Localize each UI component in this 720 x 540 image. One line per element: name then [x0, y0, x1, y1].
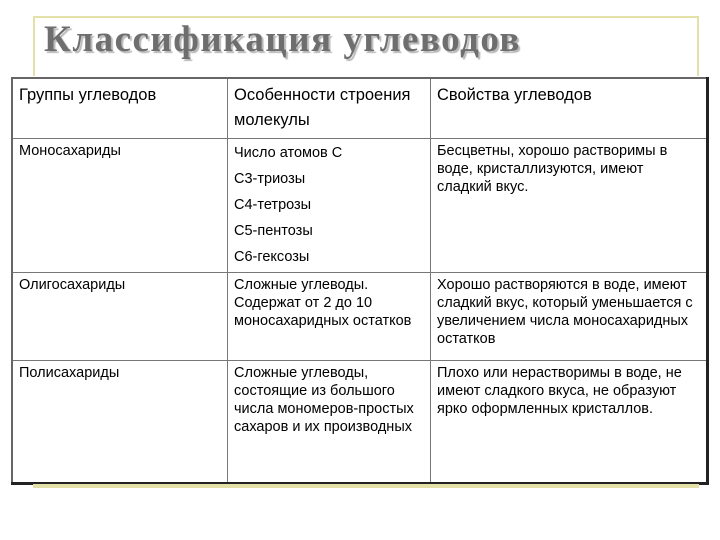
table-header-row — [12, 78, 708, 139]
header-properties: Свойства углеводов — [431, 78, 708, 139]
group-cell: Полисахариды — [12, 361, 228, 484]
properties-cell: Бесцветны, хорошо растворимы в воде, кристаллизуются, имеют сладкий вкус. — [431, 139, 708, 273]
table-row — [12, 361, 708, 484]
table-row — [12, 139, 708, 273]
group-cell: Моносахариды — [12, 139, 228, 273]
structure-line: С5-пентозы — [234, 223, 313, 239]
table-row — [12, 273, 708, 361]
structure-line: С3-триозы — [234, 171, 306, 187]
structure-line: С6-гексозы — [234, 249, 310, 265]
structure-line: Число атомов С — [234, 145, 343, 161]
structure-cell — [228, 139, 431, 273]
header-structure: Особенности строения молекулы — [228, 78, 431, 139]
carbohydrates-table — [11, 77, 709, 485]
structure-line: С4-тетрозы — [234, 197, 312, 213]
properties-cell: Хорошо растворяются в воде, имеют сладкий вкус, который уменьшается с увеличением числа моносахаридных остатков — [431, 273, 708, 361]
page-title: Классификация углеводов — [44, 19, 521, 60]
properties-cell: Плохо или нерастворимы в воде, не имеют сладкого вкуса, не образуют ярко оформленных кристаллов. — [431, 361, 708, 484]
group-cell: Олигосахариды — [12, 273, 228, 361]
header-groups: Группы углеводов — [12, 78, 228, 139]
bottom-rule — [33, 484, 699, 488]
structure-cell: Сложные углеводы, состоящие из большого числа мономеров-простых сахаров и их производных — [228, 361, 431, 484]
structure-cell: Сложные углеводы. Содержат от 2 до 10 моносахаридных остатков — [228, 273, 431, 361]
